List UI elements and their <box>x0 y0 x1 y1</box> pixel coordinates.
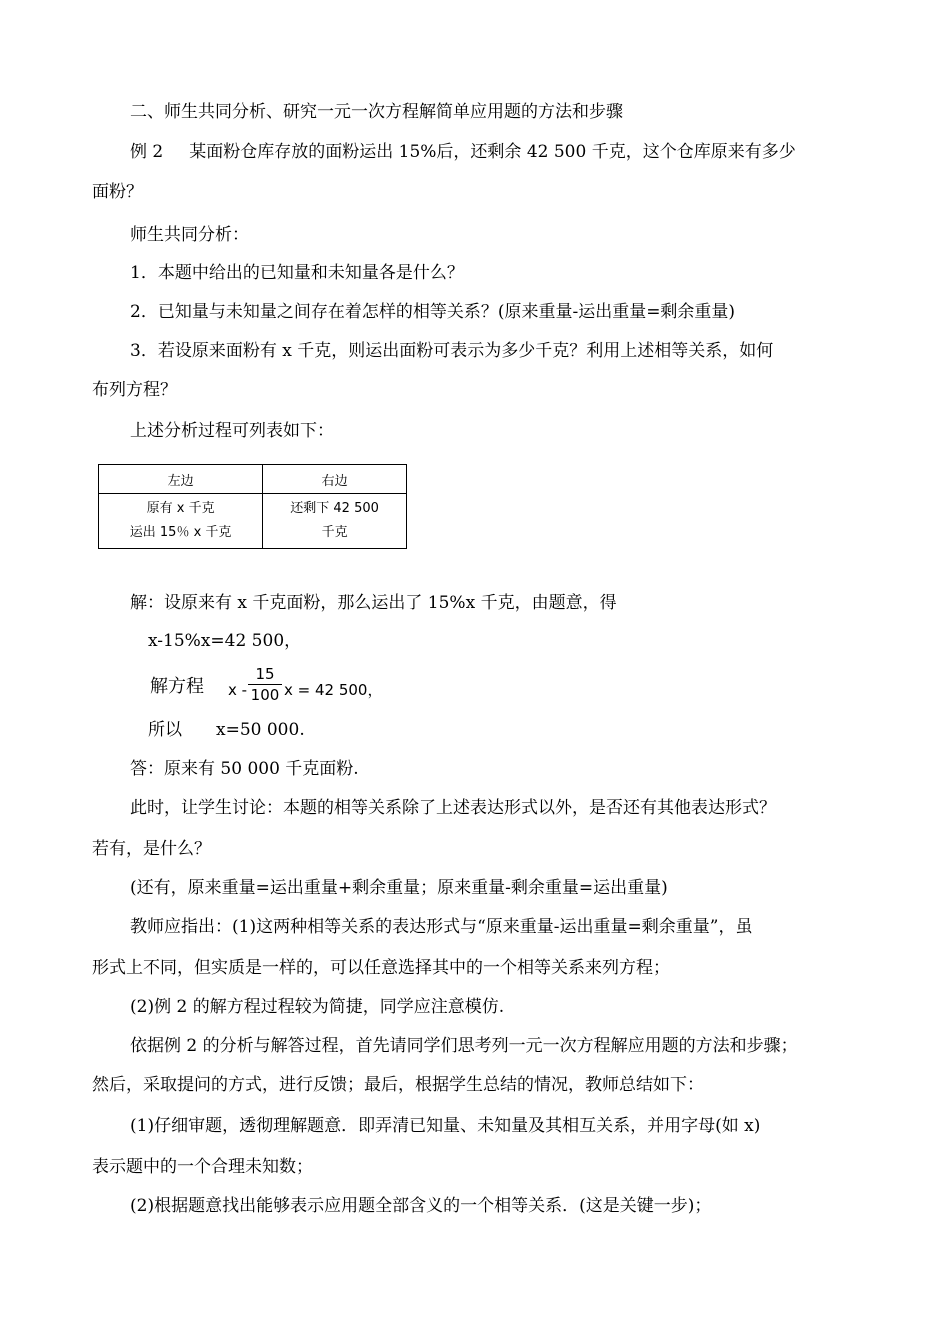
left-cell-line-1: 原有 x 千克 <box>146 501 215 516</box>
section-heading: 二、师生共同分析、研究一元一次方程解简单应用题的方法和步骤 <box>130 102 623 122</box>
question-3: 3．若设原来面粉有 x 千克，则运出面粉可表示为多少千克？利用上述相等关系，如何 <box>130 341 774 361</box>
question-1: 1．本题中给出的已知量和未知量各是什么？ <box>130 263 464 283</box>
solve-right: x = 42 500， <box>284 681 383 699</box>
right-cell-line-2: 千克 <box>321 525 348 540</box>
table-header-left: 左边 <box>99 465 263 494</box>
fraction-denominator: 100 <box>250 686 280 704</box>
teacher-line-3: (2)例 2 的解方程过程较为简捷，同学应注意模仿. <box>130 997 505 1017</box>
example-line-2: 面粉？ <box>92 182 143 202</box>
discussion-line-3: (还有，原来重量=运出重量+剩余重量；原来重量-剩余重量=运出重量) <box>130 878 668 898</box>
step-1-line-1: (1)仔细审题，透彻理解题意．即弄清已知量、未知量及其相互关系，并用字母(如 x) <box>130 1116 761 1136</box>
question-2: 2．已知量与未知量之间存在着怎样的相等关系？(原来重量-运出重量=剩余重量) <box>130 302 736 322</box>
solve-label: 解方程 <box>150 676 204 697</box>
discussion-line-2: 若有，是什么？ <box>92 839 211 859</box>
example-line-1 <box>130 141 796 163</box>
table-header-row <box>99 465 407 494</box>
step-2: (2)根据题意找出能够表示应用题全部含义的一个相等关系．(这是关键一步)； <box>130 1196 712 1216</box>
solution-line-1: 解：设原来有 x 千克面粉，那么运出了 15%x 千克，由题意，得 <box>130 593 617 613</box>
fraction-numerator: 15 <box>255 665 275 683</box>
solve-left: x - <box>228 681 248 699</box>
left-cell-line-2: 运出 15％ x 千克 <box>129 525 232 540</box>
table-cell-right <box>263 494 407 549</box>
teacher-line-2: 形式上不同，但实质是一样的，可以任意选择其中的一个相等关系来列方程； <box>92 958 670 978</box>
table-row <box>99 494 407 549</box>
fraction <box>248 665 282 704</box>
teacher-line-1: 教师应指出：(1)这两种相等关系的表达形式与“原来重量-运出重量=剩余重量”，虽 <box>130 917 753 937</box>
summary-line-1: 依据例 2 的分析与解答过程，首先请同学们思考列一元一次方程解应用题的方法和步骤； <box>130 1036 798 1056</box>
table-cell-left <box>99 494 263 549</box>
fraction-bar <box>248 684 282 685</box>
discussion-line-1: 此时，让学生讨论：本题的相等关系除了上述表达形式以外，是否还有其他表达形式？ <box>130 798 776 818</box>
step-1-line-2: 表示题中的一个合理未知数； <box>92 1157 313 1177</box>
example-text: 某面粉仓库存放的面粉运出 15%后，还剩余 42 500 千克，这个仓库原来有多少 <box>189 142 796 162</box>
question-3-cont: 布列方程？ <box>92 380 177 400</box>
solution-equation: x-15%x=42 500， <box>148 631 302 651</box>
analysis-table <box>98 464 407 549</box>
analysis-intro: 师生共同分析： <box>130 225 249 245</box>
example-label: 例 2 <box>130 142 164 162</box>
right-cell-line-1: 还剩下 42 500 <box>290 501 379 516</box>
table-header-right: 右边 <box>263 465 407 494</box>
summary-line-2: 然后，采取提问的方式，进行反馈；最后，根据学生总结的情况，教师总结如下： <box>92 1075 704 1095</box>
solution-result: 所以 x=50 000. <box>148 720 305 740</box>
table-intro: 上述分析过程可列表如下： <box>130 421 334 441</box>
answer: 答：原来有 50 000 千克面粉. <box>130 759 359 779</box>
